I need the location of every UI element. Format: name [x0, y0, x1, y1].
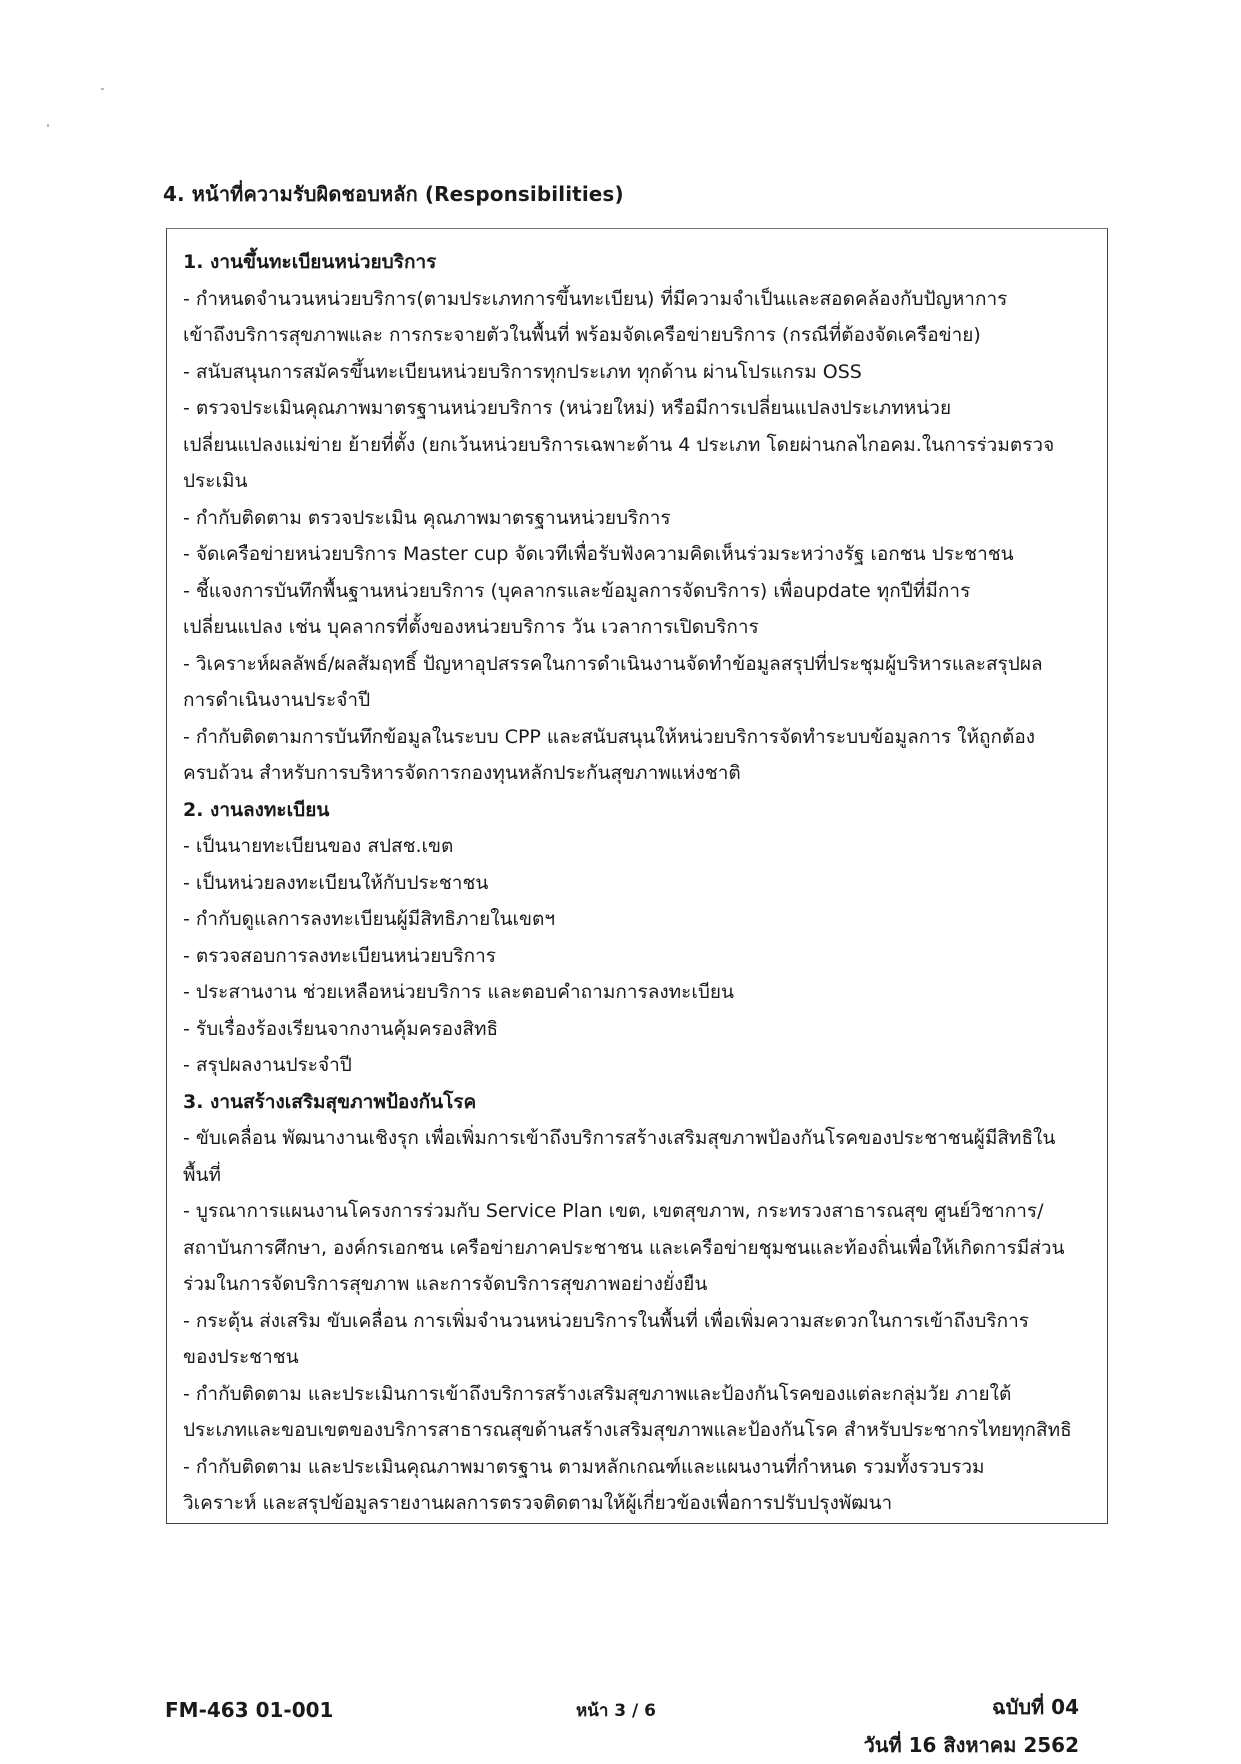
section-title: 2. งานลงทะเบียน [183, 798, 330, 821]
section-title: 3. งานสร้างเสริมสุขภาพป้องกันโรค [183, 1090, 477, 1113]
content-line: - กำกับดูแลการลงทะเบียนผู้มีสิทธิภายในเขตฯ [183, 908, 556, 930]
content-line: การดำเนินงานประจำปี [183, 689, 371, 711]
responsibilities-content [183, 244, 1101, 1522]
content-line: - รับเรื่องร้องเรียนจากงานคุ้มครองสิทธิ [183, 1017, 499, 1040]
content-line: - สนับสนุนการสมัครขึ้นทะเบียนหน่วยบริการทุกประเภท ทุกด้าน ผ่านโปรแกรม OSS [183, 360, 862, 383]
content-line: - วิเคราะห์ผลลัพธ์/ผลสัมฤทธิ์ ปัญหาอุปสรรคในการดำเนินงานจัดทำข้อมูลสรุปที่ประชุมผู้บริหารและสรุปผล [183, 652, 1043, 675]
content-line: - ตรวจสอบการลงทะเบียนหน่วยบริการ [183, 944, 496, 967]
form-code: FM-463 01-001 [165, 1698, 334, 1722]
section-heading: 4. หน้าที่ความรับผิดชอบหลัก (Responsibilities) [163, 182, 624, 206]
content-line: ครบถ้วน สำหรับการบริหารจัดการกองทุนหลักประกันสุขภาพแห่งชาติ [183, 762, 741, 784]
content-line: - กระตุ้น ส่งเสริม ขับเคลื่อน การเพิ่มจำนวนหน่วยบริการในพื้นที่ เพื่อเพิ่มความสะดวกในการเข้าถึงบริการ [183, 1309, 1029, 1332]
content-line: - ประสานงาน ช่วยเหลือหน่วยบริการ และตอบคำถามการลงทะเบียน [183, 981, 735, 1003]
content-line: - เป็นหน่วยลงทะเบียนให้กับประชาชน [183, 871, 489, 894]
content-line: - กำกับติดตาม และประเมินการเข้าถึงบริการสร้างเสริมสุขภาพและป้องกันโรคของแต่ละกลุ่มวัย ภายใต้ [183, 1382, 1012, 1405]
content-line: - กำหนดจำนวนหน่วยบริการ(ตามประเภทการขึ้นทะเบียน) ที่มีความจำเป็นและสอดคล้องกับปัญหาการ [183, 287, 1008, 310]
content-line: วิเคราะห์ และสรุปข้อมูลรายงานผลการตรวจติดตามให้ผู้เกี่ยวข้องเพื่อการปรับปรุงพัฒนา [183, 1492, 893, 1514]
section-title: 1. งานขึ้นทะเบียนหน่วยบริการ [183, 251, 437, 273]
content-line: - สรุปผลงานประจำปี [183, 1054, 352, 1076]
content-line: - กำกับติดตาม ตรวจประเมิน คุณภาพมาตรฐานหน่วยบริการ [183, 506, 671, 529]
content-line: ประเมิน [183, 470, 248, 492]
content-line: เข้าถึงบริการสุขภาพและ การกระจายตัวในพื้นที่ พร้อมจัดเครือข่ายบริการ (กรณีที่ต้องจัดเครือข่าย) [183, 324, 981, 346]
content-line: สถาบันการศึกษา, องค์กรเอกชน เครือข่ายภาคประชาชน และเครือข่ายชุมชนและท้องถิ่นเพื่อให้เกิดการมีส่วน [183, 1236, 1065, 1259]
content-line: ร่วมในการจัดบริการสุขภาพ และการจัดบริการสุขภาพอย่างยั่งยืน [183, 1273, 708, 1295]
scan-speck [47, 124, 49, 127]
content-line: - เป็นนายทะเบียนของ สปสช.เขต [183, 835, 454, 857]
content-line: - บูรณาการแผนงานโครงการร่วมกับ Service Plan เขต, เขตสุขภาพ, กระทรวงสาธารณสุข ศูนย์วิชาการ/ [183, 1200, 1044, 1222]
page-number: หน้า 3 / 6 [576, 1701, 656, 1721]
content-line: - ตรวจประเมินคุณภาพมาตรฐานหน่วยบริการ (หน่วยใหม่) หรือมีการเปลี่ยนแปลงประเภทหน่วย [183, 397, 952, 419]
content-line: เปลี่ยนแปลงแม่ข่าย ย้ายที่ตั้ง (ยกเว้นหน่วยบริการเฉพาะด้าน 4 ประเภท โดยผ่านกลไกอคม.ในการร่วมตรวจ [183, 433, 1055, 456]
content-line: เปลี่ยนแปลง เช่น บุคลากรที่ตั้งของหน่วยบริการ วัน เวลาการเปิดบริการ [183, 616, 759, 638]
revision-date: วันที่ 16 สิงหาคม 2562 [863, 1733, 1079, 1757]
edition-number: ฉบับที่ 04 [992, 1695, 1079, 1719]
content-line: ประเภทและขอบเขตของบริการสาธารณสุขด้านสร้างเสริมสุขภาพและป้องกันโรค สำหรับประชากรไทยทุกสิทธิ [183, 1419, 1072, 1441]
content-line: - จัดเครือข่ายหน่วยบริการ Master cup จัดเวทีเพื่อรับฟังความคิดเห็นร่วมระหว่างรัฐ เอกชน ประชาชน [183, 543, 1014, 565]
content-line: - กำกับติดตามการบันทึกข้อมูลในระบบ CPP และสนับสนุนให้หน่วยบริการจัดทำระบบข้อมูลการ ให้ถูกต้อง [183, 725, 1036, 748]
content-line: - ขับเคลื่อน พัฒนางานเชิงรุก เพื่อเพิ่มการเข้าถึงบริการสร้างเสริมสุขภาพป้องกันโรคของประชาชนผู้มีสิทธิใน [183, 1127, 1056, 1149]
content-line: ของประชาชน [183, 1346, 299, 1368]
content-line: - ชี้แจงการบันทึกพื้นฐานหน่วยบริการ (บุคลากรและข้อมูลการจัดบริการ) เพื่อupdate ทุกปีที่มีการ [183, 579, 971, 602]
content-line: - กำกับติดตาม และประเมินคุณภาพมาตรฐาน ตามหลักเกณฑ์และแผนงานที่กำหนด รวมทั้งรวบรวม [183, 1455, 985, 1478]
document-revision [864, 1688, 1079, 1764]
content-line: พื้นที่ [183, 1163, 222, 1186]
scan-speck [101, 88, 104, 90]
